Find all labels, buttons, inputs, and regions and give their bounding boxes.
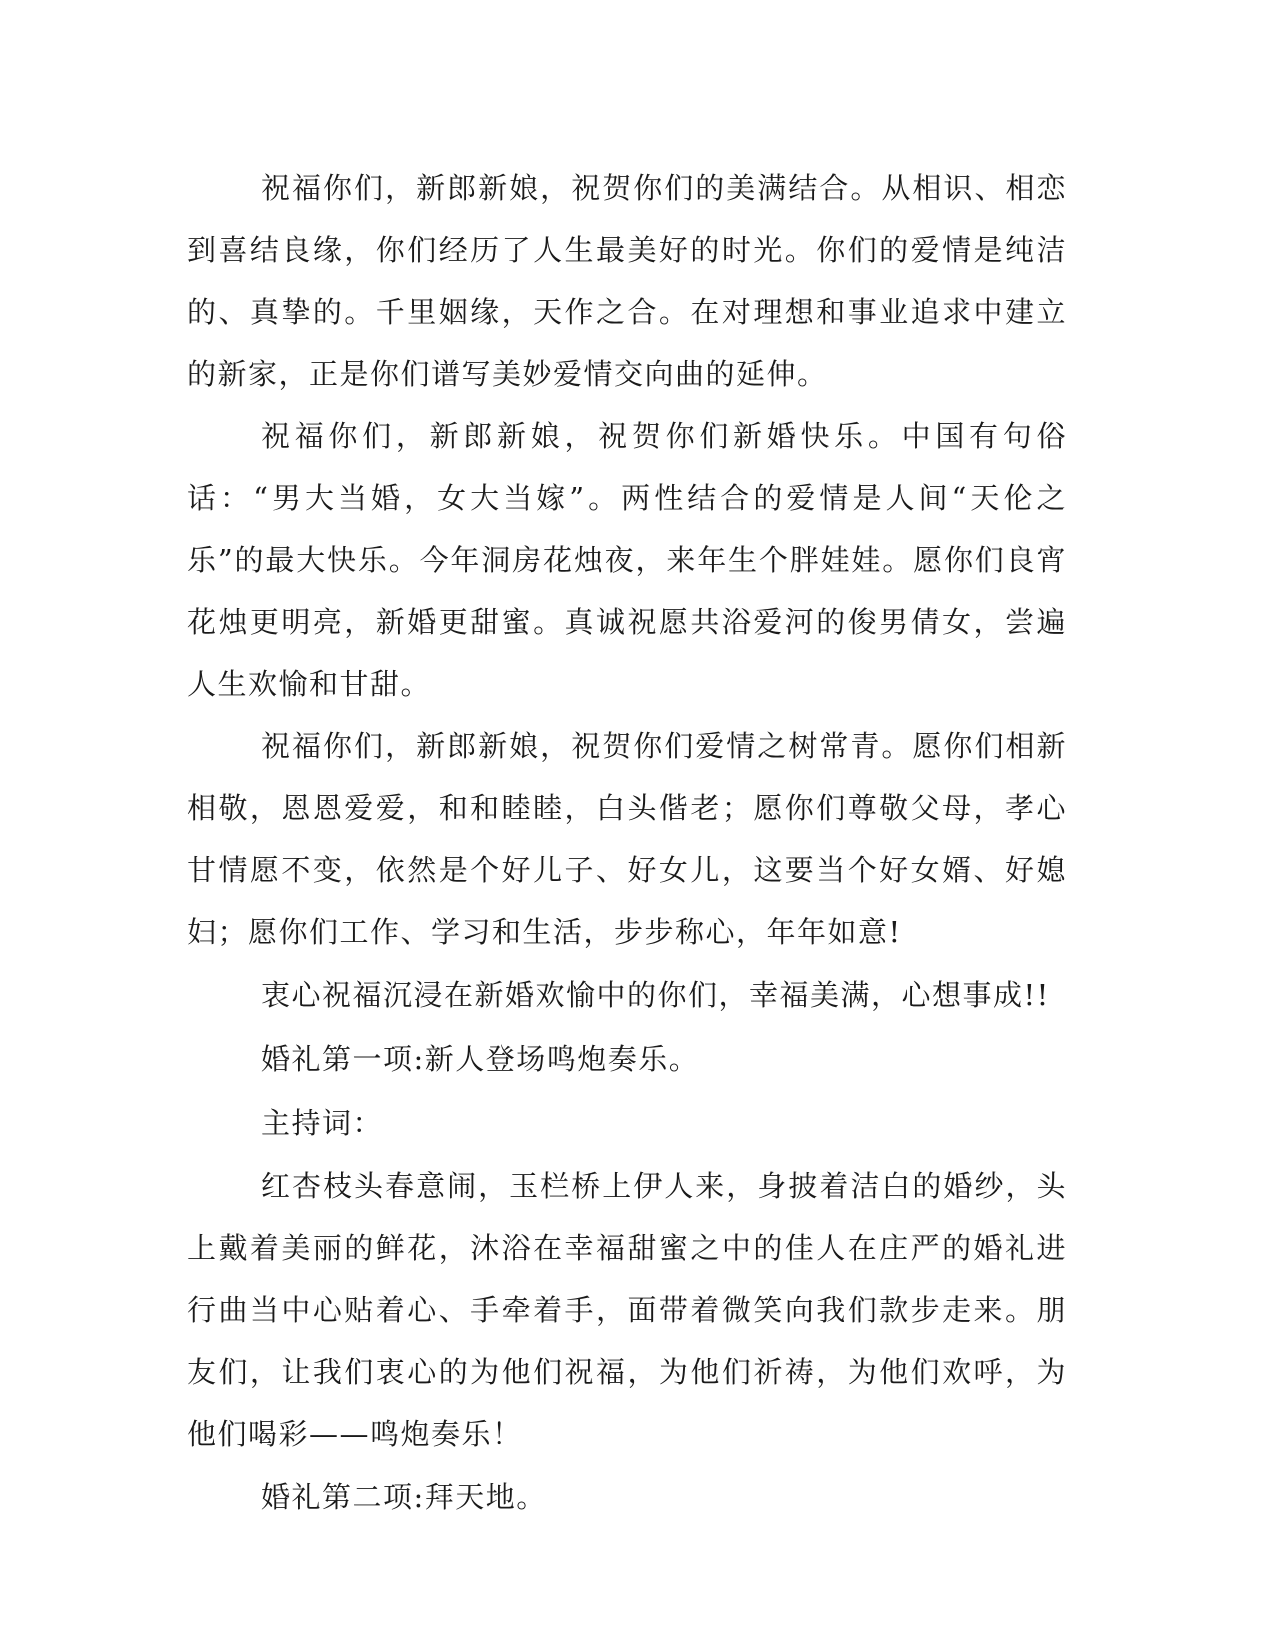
paragraph-blessing-1: 祝福你们，新郎新娘，祝贺你们的美满结合。从相识、相恋到喜结良缘，你们经历了人生最美好的时光。你们的爱情是纯洁的、真挚的。千里姻缘，天作之合。在对理想和事业追求中建立的新家，正是你们谱写美妙爱情交向曲的延伸。 [187,171,1067,391]
paragraph-ceremony-item-2: 婚礼第二项:拜天地。 [261,1480,547,1514]
paragraph-blessing-4: 衷心祝福沉浸在新婚欢愉中的你们，幸福美满，心想事成!! [261,978,1050,1012]
paragraph-ceremony-item-1: 婚礼第一项:新人登场鸣炮奏乐。 [261,1042,700,1076]
document-body [187,157,1067,1529]
paragraph-blessing-2: 祝福你们，新郎新娘，祝贺你们新婚快乐。中国有句俗话：“男大当婚，女大当嫁”。两性结合的爱情是人间“天伦之乐”的最大快乐。今年洞房花烛夜，来年生个胖娃娃。愿你们良宵花烛更明亮，新婚更甜蜜。真诚祝愿共浴爱河的俊男倩女，尝遍人生欢愉和甘甜。 [187,419,1067,701]
paragraph-host-script: 红杏枝头春意闹，玉栏桥上伊人来，身披着洁白的婚纱，头上戴着美丽的鲜花，沐浴在幸福甜蜜之中的佳人在庄严的婚礼进行曲当中心贴着心、手牵着手，面带着微笑向我们款步走来。朋友们，让我们衷心的为他们祝福，为他们祈祷，为他们欢呼，为他们喝彩——鸣炮奏乐！ [187,1169,1067,1451]
paragraph-blessing-3: 祝福你们，新郎新娘，祝贺你们爱情之树常青。愿你们相新相敬，恩恩爱爱，和和睦睦，白头偕老；愿你们尊敬父母，孝心甘情愿不变，依然是个好儿子、好女儿，这要当个好女婿、好媳妇；愿你们工作、学习和生活，步步称心，年年如意! [187,729,1067,949]
paragraph-host-script-label: 主持词： [261,1106,384,1140]
